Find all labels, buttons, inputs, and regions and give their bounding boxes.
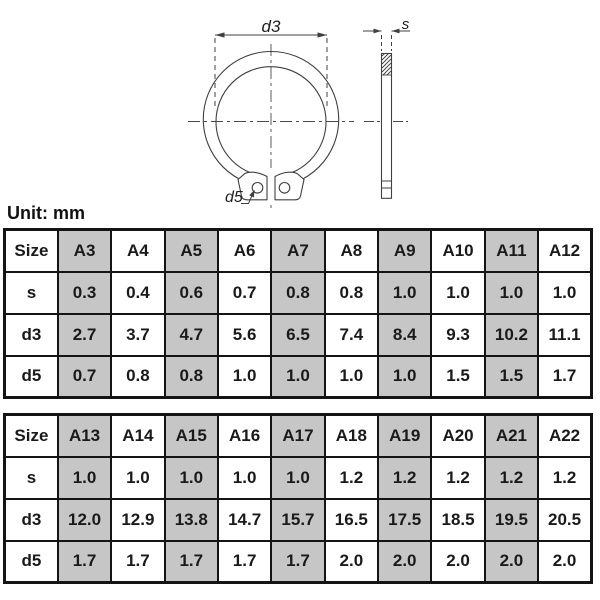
size-column-header: A11 [485, 230, 538, 272]
value-cell: 1.0 [538, 272, 591, 314]
dim-label-d5: d5 [225, 189, 243, 206]
value-cell: 6.5 [271, 314, 324, 356]
size-header-row [5, 415, 592, 457]
value-cell: 1.0 [325, 356, 378, 398]
value-cell: 1.7 [58, 541, 111, 583]
dimension-row-label: d5 [5, 356, 58, 398]
value-cell: 5.6 [218, 314, 271, 356]
s-arrow-left [374, 29, 382, 34]
d3-arrow-right [318, 32, 328, 37]
size-column-header: A6 [218, 230, 271, 272]
value-cell: 12.9 [111, 499, 164, 541]
dimension-row-d3 [5, 499, 592, 541]
value-cell: 1.2 [431, 457, 484, 499]
value-cell: 0.8 [111, 356, 164, 398]
value-cell: 19.5 [485, 499, 538, 541]
size-column-header: A22 [538, 415, 591, 457]
dimension-row-d5 [5, 356, 592, 398]
retaining-ring-technical-drawing [0, 0, 600, 226]
size-column-header: A19 [378, 415, 431, 457]
value-cell: 1.5 [431, 356, 484, 398]
value-cell: 0.8 [165, 356, 218, 398]
value-cell: 1.7 [111, 541, 164, 583]
dimension-row-d3 [5, 314, 592, 356]
size-table-a3-a12 [3, 228, 593, 399]
dim-label-d3: d3 [261, 17, 281, 36]
value-cell: 4.7 [165, 314, 218, 356]
value-cell: 16.5 [325, 499, 378, 541]
value-cell: 2.0 [378, 541, 431, 583]
value-cell: 1.0 [431, 272, 484, 314]
size-column-header: A4 [111, 230, 164, 272]
value-cell: 1.0 [271, 457, 324, 499]
value-cell: 0.8 [325, 272, 378, 314]
size-column-header: A12 [538, 230, 591, 272]
size-row-label: Size [5, 230, 58, 272]
size-header-row [5, 230, 592, 272]
size-column-header: A9 [378, 230, 431, 272]
value-cell: 15.7 [271, 499, 324, 541]
value-cell: 1.0 [378, 272, 431, 314]
value-cell: 1.0 [165, 457, 218, 499]
value-cell: 2.0 [431, 541, 484, 583]
size-column-header: A18 [325, 415, 378, 457]
value-cell: 1.0 [218, 356, 271, 398]
value-cell: 2.0 [325, 541, 378, 583]
value-cell: 1.7 [165, 541, 218, 583]
value-cell: 1.7 [218, 541, 271, 583]
size-column-header: A10 [431, 230, 484, 272]
value-cell: 8.4 [378, 314, 431, 356]
size-column-header: A14 [111, 415, 164, 457]
size-column-header: A15 [165, 415, 218, 457]
size-column-header: A20 [431, 415, 484, 457]
size-column-header: A21 [485, 415, 538, 457]
s-arrow-right [392, 29, 400, 34]
dimension-row-d5 [5, 541, 592, 583]
dimension-row-s [5, 272, 592, 314]
size-column-header: A13 [58, 415, 111, 457]
value-cell: 11.1 [538, 314, 591, 356]
size-column-header: A17 [271, 415, 324, 457]
size-column-header: A3 [58, 230, 111, 272]
dimension-row-s [5, 457, 592, 499]
value-cell: 20.5 [538, 499, 591, 541]
value-cell: 9.3 [431, 314, 484, 356]
size-table-a13-a22 [3, 413, 593, 584]
right-lug-hole [279, 183, 290, 194]
unit-label: Unit: mm [7, 203, 85, 223]
value-cell: 12.0 [58, 499, 111, 541]
value-cell: 2.0 [538, 541, 591, 583]
value-cell: 1.7 [271, 541, 324, 583]
value-cell: 13.8 [165, 499, 218, 541]
value-cell: 2.7 [58, 314, 111, 356]
dimension-row-label: d3 [5, 314, 58, 356]
value-cell: 3.7 [111, 314, 164, 356]
size-column-header: A5 [165, 230, 218, 272]
value-cell: 0.3 [58, 272, 111, 314]
value-cell: 18.5 [431, 499, 484, 541]
size-column-header: A8 [325, 230, 378, 272]
value-cell: 17.5 [378, 499, 431, 541]
dimension-row-label: d3 [5, 499, 58, 541]
value-cell: 1.0 [218, 457, 271, 499]
value-cell: 0.7 [58, 356, 111, 398]
value-cell: 1.0 [111, 457, 164, 499]
value-cell: 7.4 [325, 314, 378, 356]
value-cell: 1.0 [485, 272, 538, 314]
value-cell: 10.2 [485, 314, 538, 356]
value-cell: 0.6 [165, 272, 218, 314]
value-cell: 1.0 [271, 356, 324, 398]
dim-label-s: s [401, 16, 410, 33]
value-cell: 1.2 [378, 457, 431, 499]
d3-arrow-left [215, 32, 225, 37]
value-cell: 1.0 [58, 457, 111, 499]
value-cell: 14.7 [218, 499, 271, 541]
value-cell: 0.4 [111, 272, 164, 314]
value-cell: 1.0 [378, 356, 431, 398]
value-cell: 0.7 [218, 272, 271, 314]
dimension-row-label: s [5, 457, 58, 499]
size-row-label: Size [5, 415, 58, 457]
dimension-row-label: d5 [5, 541, 58, 583]
value-cell: 1.7 [538, 356, 591, 398]
value-cell: 1.5 [485, 356, 538, 398]
size-column-header: A7 [271, 230, 324, 272]
value-cell: 1.2 [485, 457, 538, 499]
value-cell: 1.2 [325, 457, 378, 499]
dimension-row-label: s [5, 272, 58, 314]
value-cell: 2.0 [485, 541, 538, 583]
value-cell: 1.2 [538, 457, 591, 499]
ring-split-gap [267, 168, 275, 205]
size-column-header: A16 [218, 415, 271, 457]
value-cell: 0.8 [271, 272, 324, 314]
